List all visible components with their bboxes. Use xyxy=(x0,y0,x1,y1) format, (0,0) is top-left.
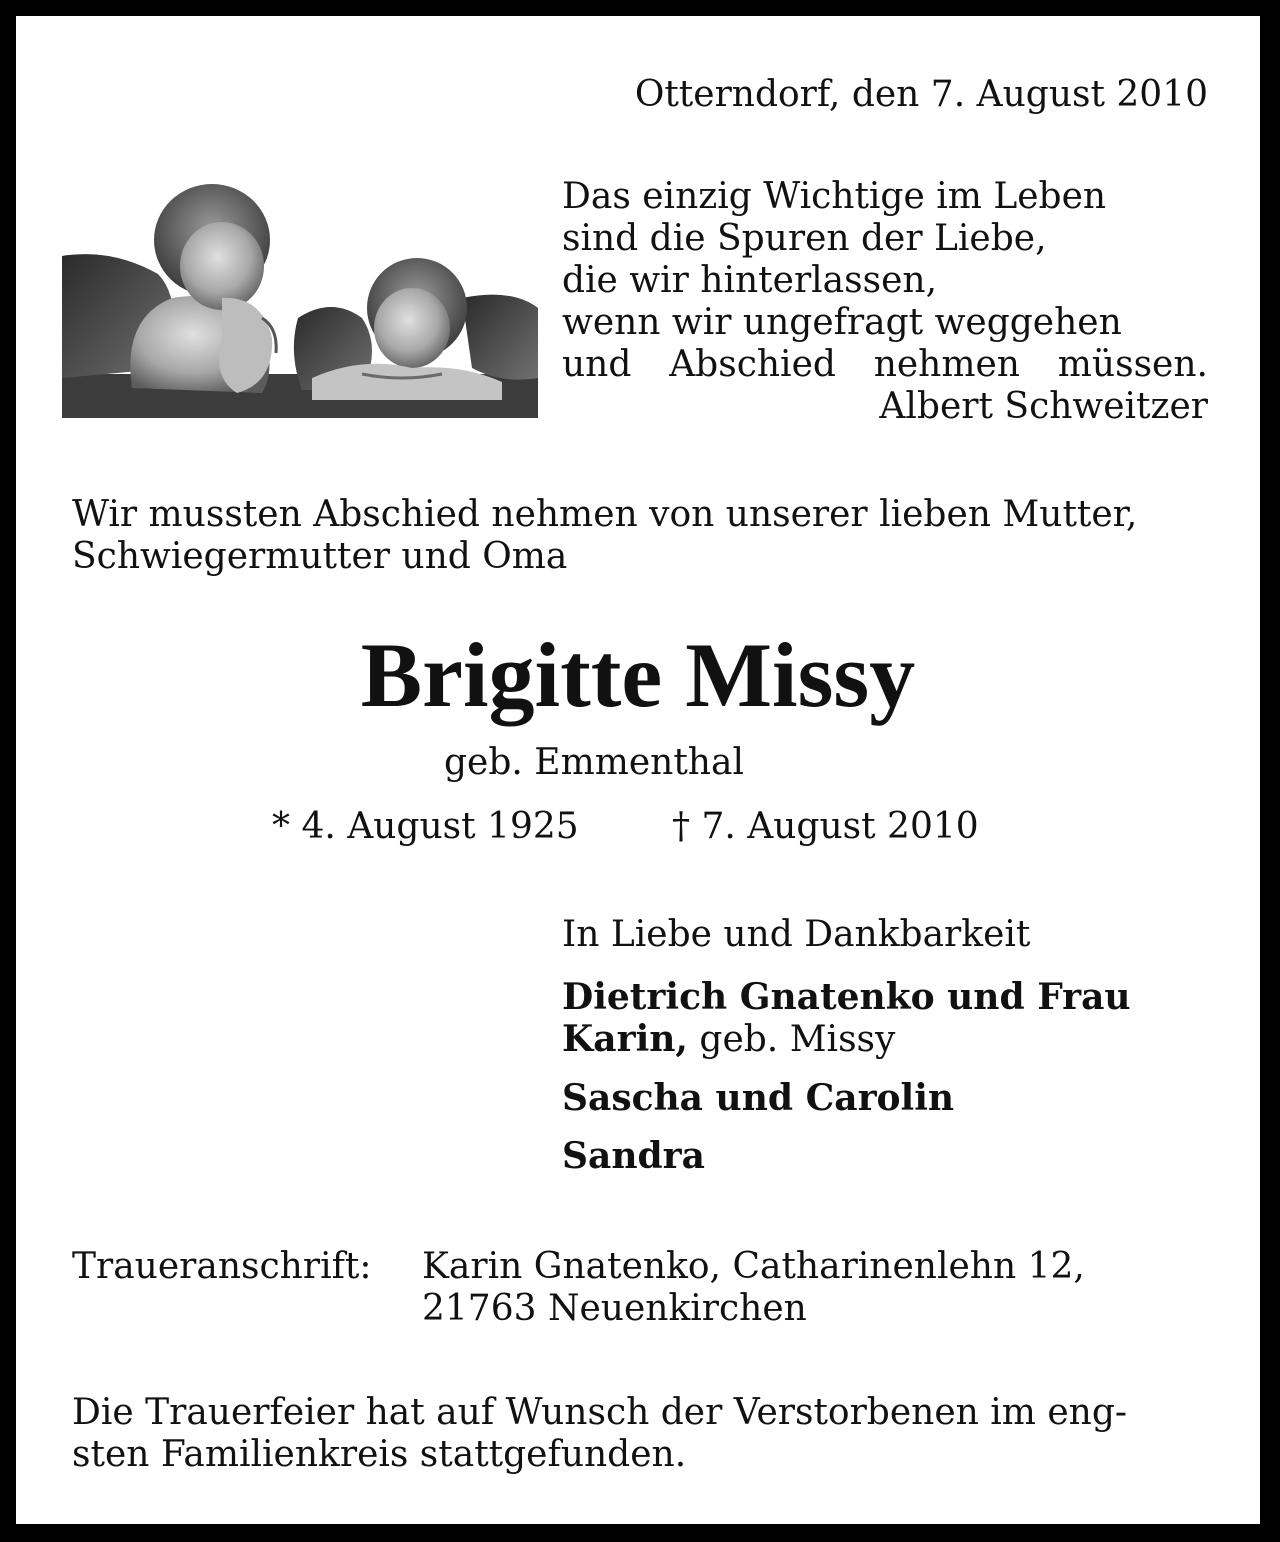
ceremony-line: sten Familienkreis stattgefunden. xyxy=(72,1434,687,1475)
mourner-line xyxy=(562,1018,1131,1061)
quote-word: nehmen xyxy=(873,344,1020,385)
maiden-name: geb. Emmenthal xyxy=(444,742,744,783)
mourner-name: Karin, xyxy=(562,1018,688,1060)
obituary-notice xyxy=(16,16,1260,1524)
intro-line: Schwiegermutter und Oma xyxy=(72,536,568,577)
mourner-maiden: geb. Missy xyxy=(687,1019,896,1060)
quote-word: und xyxy=(562,344,632,385)
death-date: † 7. August 2010 xyxy=(672,806,979,847)
closing-phrase: In Liebe und Dankbarkeit xyxy=(562,914,1031,955)
address-line: 21763 Neuenkirchen xyxy=(422,1288,807,1329)
quote-line: wenn wir ungefragt weggehen xyxy=(562,302,1122,343)
mourning-address xyxy=(422,1246,1085,1330)
address-line: Karin Gnatenko, Catharinenlehn 12, xyxy=(422,1246,1085,1287)
birth-date: * 4. August 1925 xyxy=(272,806,579,847)
place-date: Otterndorf, den 7. August 2010 xyxy=(634,74,1208,115)
quote-word: Abschied xyxy=(669,344,836,385)
ceremony-line: Die Trauerfeier hat auf Wunsch der Verstorbenen im eng- xyxy=(72,1392,1128,1433)
mourners-list xyxy=(562,976,1131,1177)
quote-word: müssen. xyxy=(1057,344,1208,385)
address-label: Traueranschrift: xyxy=(72,1246,372,1287)
deceased-name: Brigitte Missy xyxy=(360,624,916,726)
quote-line: die wir hinterlassen, xyxy=(562,260,938,301)
quote-author: Albert Schweitzer xyxy=(879,386,1208,427)
quote-line: Das einzig Wichtige im Leben xyxy=(562,176,1107,217)
quote-line: sind die Spuren der Liebe, xyxy=(562,218,1047,259)
quote xyxy=(562,176,1208,428)
quote-line-justified xyxy=(562,344,1208,386)
intro-text xyxy=(72,494,1137,578)
mourner-line: Sandra xyxy=(562,1135,705,1177)
mourner-line: Sascha und Carolin xyxy=(562,1077,955,1119)
mourner-line: Dietrich Gnatenko und Frau xyxy=(562,976,1131,1018)
ceremony-note xyxy=(72,1392,1127,1476)
intro-line: Wir mussten Abschied nehmen von unserer lieben Mutter, xyxy=(72,494,1138,535)
angels-image xyxy=(62,178,538,418)
